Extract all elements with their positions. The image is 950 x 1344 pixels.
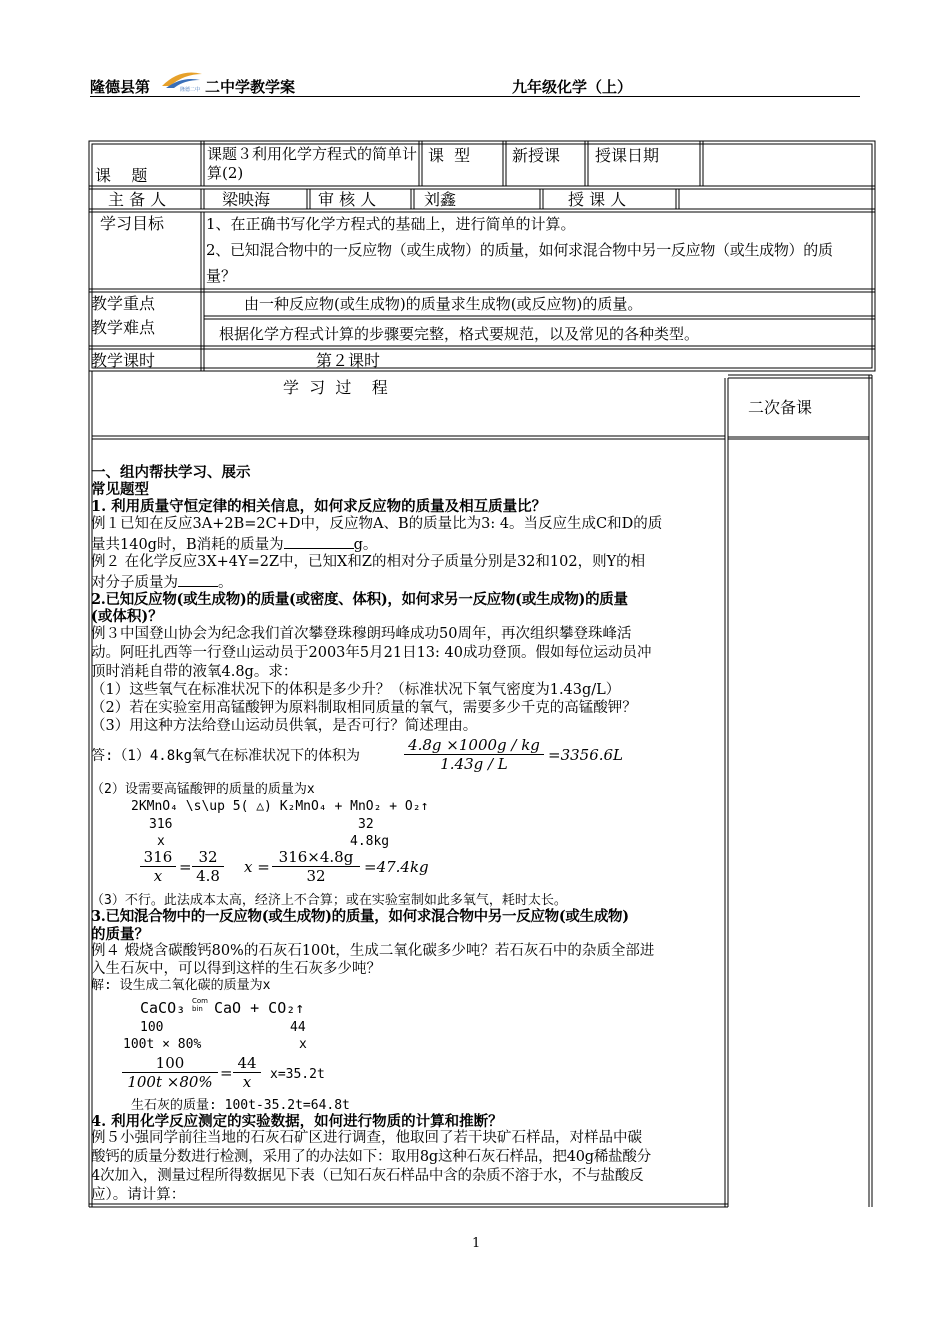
difficulty-label: 教学难点 [91,318,156,337]
question-type-1-title: 1. 利用质量守恒定律的相关信息，如何求反应物的质量及相互质量比？ [91,498,547,515]
proportion-fraction-b [192,848,224,885]
answer-2-intro: （2）设需要高锰酸钾的质量的质量为x [91,782,315,797]
question-type-2-title-line-1: 2.已知反应物(或生成物)的质量(或密度、体积)，如何求另一反应物(或生成物)的质量 [91,591,628,608]
hours-value: 第２课时 [316,351,381,370]
page-number: 1 [472,1236,481,1251]
solution-4-fraction-a [122,1054,218,1091]
process-label: 学 习 过 程 [283,378,388,397]
goal-2-line-2: 量？ [206,267,237,285]
example-1-unit: g。 [353,537,378,553]
example-3-question-2: （2）若在实验室用高锰酸钾为原料制取相同质量的氧气，需要多少千克的高锰酸钾？ [91,700,637,716]
header-school-name-a: 隆德县第 [90,78,151,96]
example-4-line-2: 入生石灰中，可以得到这样的生石灰多少吨？ [91,961,381,977]
solution-4-mass-100: 100 [140,1020,164,1035]
second-prep-label: 二次备课 [748,398,813,417]
svg-text:隆德二中: 隆德二中 [180,87,201,92]
example-2-text: 对分子质量为 [91,575,178,591]
example-3-line-2: 动。阿旺扎西等一行登山运动员于2003年5月21日13: 40成功登顶。假如每位运动员冲 [91,645,652,661]
question-type-2-title-line-2: (或体积)？ [91,608,163,625]
header-school-name-b: 二中学教学案 [205,78,296,96]
solve-x-prefix: x = [244,858,270,876]
example-3-question-1: （1）这些氧气在标准状况下的体积是多少升？（标准状况下氧气密度为1.43g/L） [91,682,621,698]
key-point-label: 教学重点 [91,294,156,313]
solution-4-intro: 解: 设生成二氧化碳的质量为x [91,978,271,993]
common-types-heading: 常见题型 [91,481,149,498]
example-5-line-2: 酸钙的质量分数进行检测，采用了的办法如下：取用8g这种石灰石样品，把40g稀盐酸分 [91,1149,652,1165]
example-5-line-4: 应）。请计算： [91,1187,186,1203]
solve-x-fraction [272,848,360,885]
topic-label: 课 题 [95,166,148,185]
preparer-value: 梁映海 [222,190,271,209]
equals-sign-2: = [220,1064,233,1082]
solution-4-mass-44: 44 [290,1020,306,1035]
proportion-fraction-a [140,848,176,885]
solution-4-b-denominator: x [242,1073,252,1091]
question-type-4-title: 4. 利用化学反应测定的实验数据，如何进行物质的计算和推断？ [91,1113,503,1130]
goal-1: 1、在正确书写化学方程式的基础上，进行简单的计算。 [206,215,576,233]
solve-x-denominator: 32 [306,867,326,885]
proportion-a-numerator: 316 [140,848,176,867]
preparer-label: 主 备 人 [108,190,167,209]
solution-4-products: CaO + CO₂↑ [214,999,305,1017]
answer-1-denominator: 1.43g / L [440,755,508,773]
solution-4-reactant: CaCO₃ [140,999,186,1017]
example-1-blank[interactable] [284,534,354,549]
topic-value: 课题３利用化学方程式的简单计算(2) [207,145,418,182]
answer-3: （3）不行。此法成本太高，经济上不合算；或在实验室制如此多氧气，耗时太长。 [91,893,567,908]
example-1-line-1: 例１已知在反应3A+2B=2C+D中，反应物A、B的质量比为3: 4。当反应生成C和D的质 [91,516,663,532]
reviewer-label: 审 核 人 [318,190,377,209]
answer-2-unknown-x: x [157,834,165,849]
solution-4-b-numerator: 44 [233,1054,261,1073]
condition-line-2: bin [192,1005,203,1013]
solution-4-condition [192,997,208,1013]
example-1-line-2 [91,534,377,555]
answer-1-numerator: 4.8g ×1000g / kg [404,736,544,755]
solution-4-a-denominator: 100t ×80% [127,1073,213,1091]
date-label: 授课日期 [595,146,660,165]
condition-line-1: Com [192,997,208,1005]
answer-1-text: 答:（1）4.8kg氧气在标准状况下的体积为 [91,748,361,764]
solution-4-unknown-x: x [299,1037,307,1052]
example-2-blank[interactable] [178,572,218,587]
goals-label: 学习目标 [100,214,165,233]
solve-x-result: =47.4kg [364,858,429,876]
reviewer-value: 刘鑫 [424,190,457,209]
example-3-line-3: 顶时消耗自带的液氧4.8g。求： [91,664,298,680]
question-type-3-title-line-2: 的质量？ [91,926,149,943]
proportion-b-denominator: 4.8 [196,867,220,885]
solution-4-sample-mass: 100t × 80% [123,1037,202,1052]
example-2-line-1: 例２ 在化学反应3X+4Y=2Z中，已知X和Z的相对分子质量分别是32和102，则Y的相 [91,554,646,570]
solution-4-a-numerator: 100 [122,1054,218,1073]
example-4-line-1: 例４ 煅烧含碳酸钙80%的石灰石100t，生成二氧化碳多少吨？若石灰石中的杂质全部进 [91,943,655,959]
hours-label: 教学课时 [91,351,156,370]
example-3-line-1: 例３中国登山协会为纪念我们首次攀登珠穆朗玛峰成功50周年，再次组织攀登珠峰活 [91,626,632,642]
example-1-text: 量共140g时，B消耗的质量为 [91,537,284,553]
solve-x-numerator: 316×4.8g [272,848,360,867]
answer-2-equation: 2KMnO₄ \s\up 5( △) K₂MnO₄ + MnO₂ + O₂↑ [131,799,429,814]
solution-4-fraction-b [233,1054,261,1091]
proportion-b-numerator: 32 [192,848,224,867]
answer-1-result: =3356.6L [548,746,624,764]
answer-2-mass-32: 32 [358,817,374,832]
answer-1-fraction [404,736,544,773]
equals-sign-1: = [179,858,192,876]
proportion-a-denominator: x [153,867,163,885]
example-2-end: 。 [218,575,233,591]
section-1-title: 一、组内帮扶学习、展示 [91,464,251,481]
example-3-question-3: （3）用这种方法给登山运动员供氧，是否可行？简述理由。 [91,718,478,734]
example-5-line-1: 例５小强同学前往当地的石灰石矿区进行调查，他取回了若干块矿石样品，对样品中碳 [91,1130,642,1146]
difficulty-value: 根据化学方程式计算的步骤要完整，格式要规范，以及常见的各种类型。 [219,325,700,343]
teacher-label: 授 课 人 [568,190,627,209]
question-type-3-title-line-1: 3.已知混合物中的一反应物(或生成物)的质量，如何求混合物中另一反应物(或生成物) [91,908,629,925]
example-5-line-3: 4次加入，测量过程所得数据见下表（已知石灰石样品中含的杂质不溶于水，不与盐酸反 [91,1168,644,1184]
header-course-title: 九年级化学（上） [512,78,633,96]
type-value: 新授课 [512,146,561,165]
solution-4-result: x=35.2t [270,1067,325,1082]
type-label: 课 型 [428,146,471,165]
solution-4-lime-mass: 生石灰的质量: 100t-35.2t=64.8t [131,1098,350,1113]
answer-2-mass-316: 316 [149,817,173,832]
key-point-value: 由一种反应物(或生成物)的质量求生成物(或反应物)的质量。 [244,295,643,313]
goal-2-line-1: 2、已知混合物中的一反应物（或生成物）的质量，如何求混合物中另一反应物（或生成物）的质 [206,241,833,259]
answer-2-known-mass: 4.8kg [350,834,390,849]
